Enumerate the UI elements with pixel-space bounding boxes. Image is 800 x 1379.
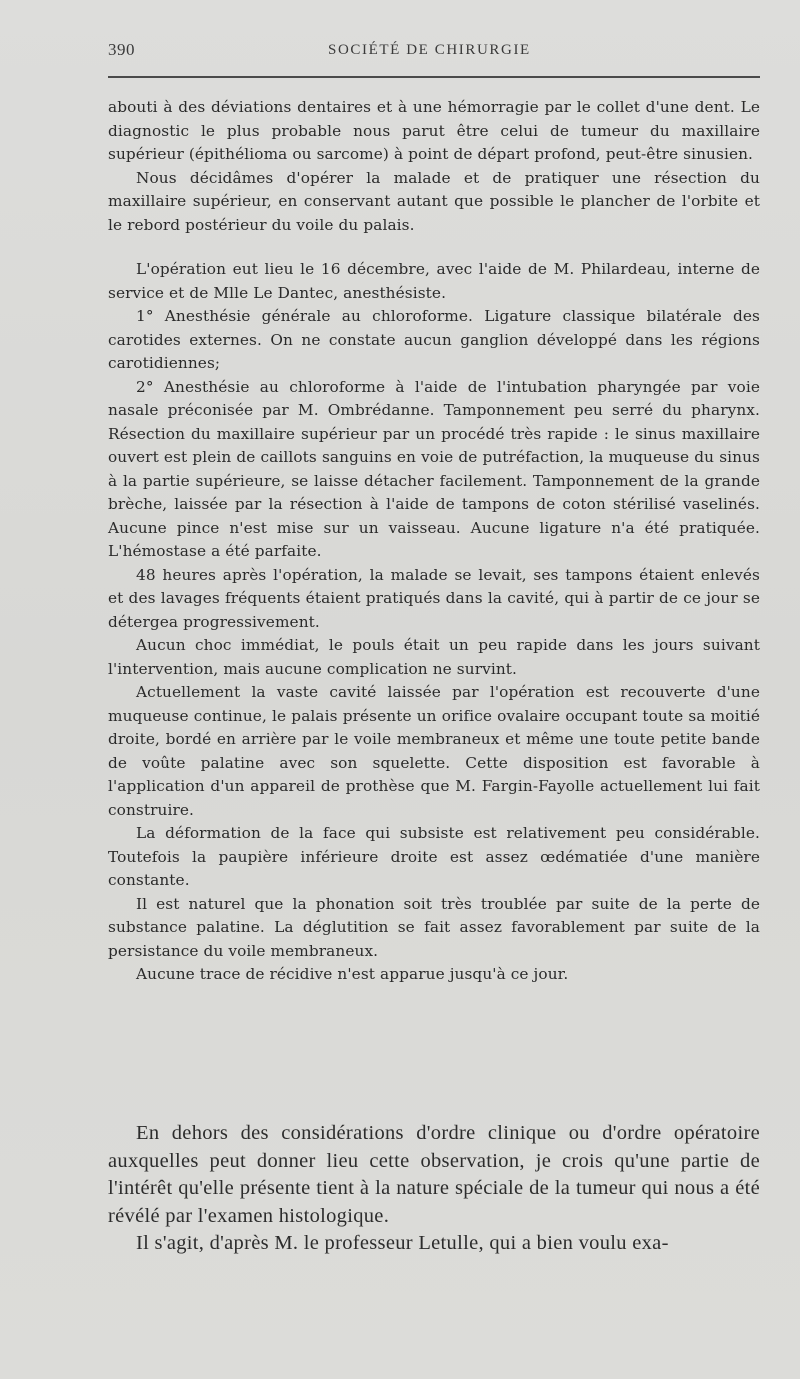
paragraph-post-op: 48 heures après l'opération, la malade se levait, ses tampons étaient enlevés et des lavages fréquents étaient pratiqués dans la cavité, qui à partir de ce jour se détergea progressivement. <box>108 565 760 631</box>
paragraph-no-shock: Aucun choc immédiat, le pouls était un peu rapide dans les jours suivant l'intervention, mais aucune complication ne survint. <box>108 636 760 678</box>
paragraph-step-2: 2° Anesthésie au chloroforme à l'aide de l'intubation pharyngée par voie nasale préconisée par M. Ombrédanne. Tamponnement peu serré du pharynx. Résection du maxillaire supérieur par un procédé très rapide : le sinus maxillaire ouvert est plein de caillots sanguins en voie de putréfaction, la muqueuse du sinus à la partie supérieure, se laisse détacher facilement. Tamponnement de la grande brèche, laissée par la résection à l'aide de tampons de coton stérilisé vaselinés. Aucune pince n'est mise sur un vaisseau. Aucune ligature n'a été pratiquée. L'hémostase a été parfaite. <box>108 377 760 560</box>
commentary-text <box>108 1120 760 1258</box>
page-number: 390 <box>108 40 135 59</box>
paragraph-no-recurrence: Aucune trace de récidive n'est apparue jusqu'à ce jour. <box>136 965 569 983</box>
paragraph-commentary: En dehors des considérations d'ordre clinique ou d'ordre opératoire auxquelles peut donner lieu cette observation, je crois qu'une partie de l'intérêt qu'elle présente tient à la nature spéciale de la tumeur qui nous a été révélé par l'examen histologique. <box>108 1122 760 1227</box>
paragraph-decision: Nous décidâmes d'opérer la malade et de pratiquer une résection du maxillaire supérieur, en conservant autant que possible le plancher de l'orbite et le rebord postérieur du voile du palais. <box>108 168 760 234</box>
page-header <box>108 36 764 66</box>
header-rule <box>108 76 760 78</box>
running-head: SOCIÉTÉ DE CHIRURGIE <box>328 42 531 58</box>
paragraph-step-1: 1° Anesthésie générale au chloroforme. Ligature classique bilatérale des carotides externes. On ne constate aucun ganglion développé dans les régions carotidiennes; <box>108 307 760 372</box>
observation-text <box>108 96 760 987</box>
paragraph-current-state: Actuellement la vaste cavité laissée par l'opération est recouverte d'une muqueuse continue, le palais présente un orifice ovalaire occupant toute sa moitié droite, bordé en arrière par le voile membraneux et même une toute petite bande de voûte palatine avec son squelette. Cette disposition est favorable à l'application d'un appareil de prothèse que M. Fargin-Fayolle actuellement lui fait construire. <box>108 683 760 819</box>
paragraph-letulle: Il s'agit, d'après M. le professeur Letulle, qui a bien voulu exa- <box>136 1232 669 1254</box>
paragraph-operation-date: L'opération eut lieu le 16 décembre, avec l'aide de M. Philardeau, interne de service et de Mlle Le Dantec, anesthésiste. <box>108 260 760 302</box>
paragraph-continuation: abouti à des déviations dentaires et à une hémorragie par le collet d'une dent. Le diagnostic le plus probable nous parut être celui de tumeur du maxillaire supérieur (épithélioma ou sarcome) à point de départ profond, peut-être sinusien. <box>108 98 760 163</box>
paragraph-phonation: Il est naturel que la phonation soit très troublée par suite de la perte de substance palatine. La déglutition se fait assez favorablement par suite de la persistance du voile membraneux. <box>108 894 760 960</box>
paragraph-deformation: La déformation de la face qui subsiste est relativement peu considérable. Toutefois la paupière inférieure droite est assez œdématiée d'une manière constante. <box>108 824 760 889</box>
